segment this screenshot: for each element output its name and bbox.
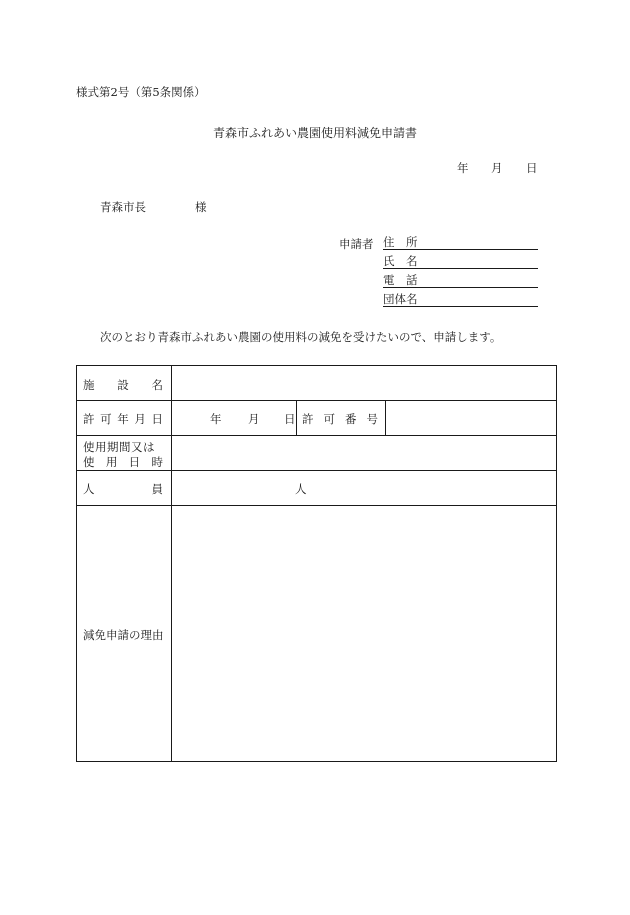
form-number: 様式第2号（第5条関係） xyxy=(76,85,206,99)
addressee-honorific: 様 xyxy=(195,200,207,214)
reduction-reason-label: 減免申請の理由 xyxy=(83,628,164,642)
permit-date-label: 許 可 年 月 日 xyxy=(83,412,163,426)
intro-text: 次のとおり青森市ふれあい農園の使用料の減免を受けたいので、申請します。 xyxy=(100,330,502,344)
permit-number-label: 許 可 番 号 xyxy=(302,412,378,426)
date-year-label: 年 xyxy=(457,161,469,175)
permit-date-year: 年 xyxy=(210,412,222,426)
usage-period-input[interactable] xyxy=(173,437,556,469)
persons-unit: 人 xyxy=(295,482,307,496)
application-table xyxy=(76,365,557,762)
applicant-label: 申請者 xyxy=(339,237,374,251)
reduction-reason-input[interactable] xyxy=(173,507,556,760)
permit-divider xyxy=(296,400,297,435)
persons-label: 人 員 xyxy=(83,482,163,496)
permit-divider xyxy=(385,400,386,435)
document-title: 青森市ふれあい農園使用料減免申請書 xyxy=(212,126,417,140)
facility-name-input[interactable] xyxy=(173,367,556,399)
applicant-name-field[interactable]: 氏 名 xyxy=(383,255,538,269)
permit-number-input[interactable] xyxy=(387,402,556,434)
applicant-phone-field[interactable]: 電 話 xyxy=(383,274,538,288)
date-month-label: 月 xyxy=(491,161,503,175)
label-column-divider xyxy=(171,366,172,761)
facility-name-label: 施 設 名 xyxy=(83,378,163,392)
row-divider xyxy=(77,470,556,471)
usage-period-label-line1: 使用期間又は xyxy=(83,440,155,454)
row-divider xyxy=(77,400,556,401)
date-day-label: 日 xyxy=(526,161,538,175)
applicant-address-field[interactable]: 住 所 xyxy=(383,236,538,250)
usage-period-label-line2: 使 用 日 時 xyxy=(83,455,163,469)
row-divider xyxy=(77,505,556,506)
addressee-name: 青森市長 xyxy=(100,200,146,214)
permit-date-day: 日 xyxy=(284,412,296,426)
permit-date-input[interactable] xyxy=(173,402,295,434)
persons-input[interactable] xyxy=(173,472,556,504)
row-divider xyxy=(77,435,556,436)
permit-date-month: 月 xyxy=(248,412,260,426)
applicant-group-field[interactable]: 団体名 xyxy=(383,293,538,307)
